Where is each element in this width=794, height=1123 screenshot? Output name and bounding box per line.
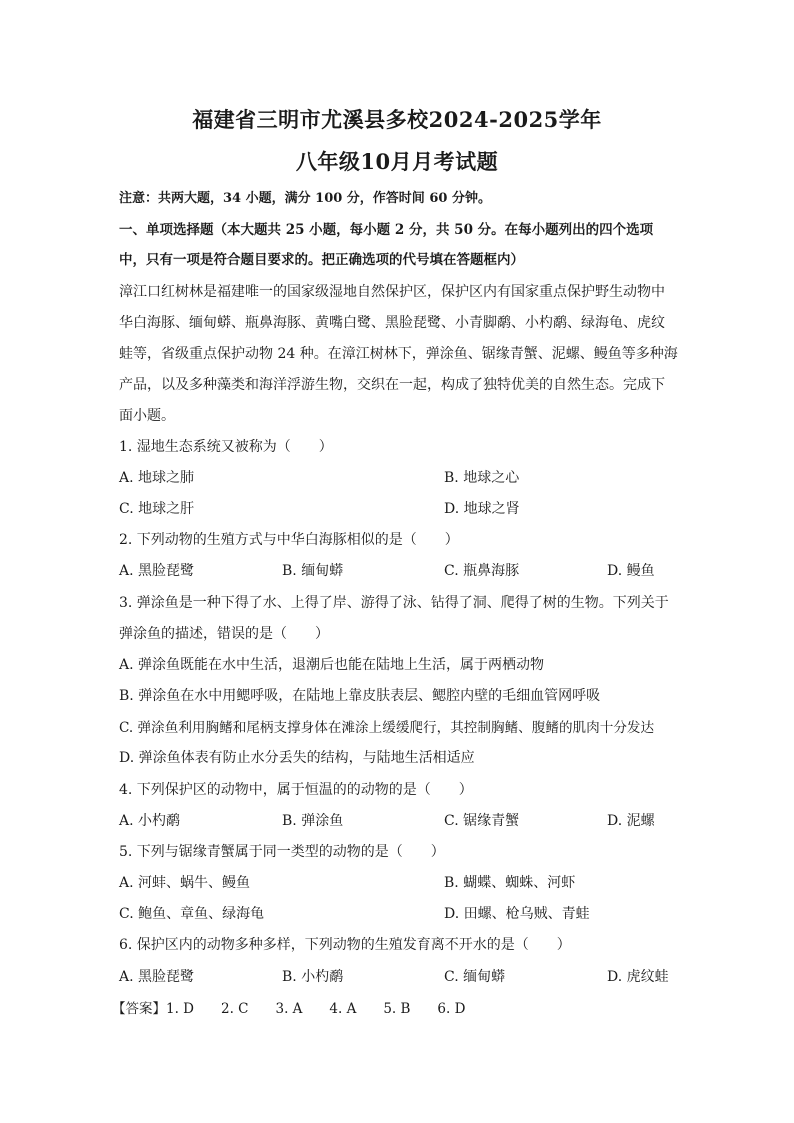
document-title-line1: 福建省三明市尤溪县多校2024-2025学年 [192,107,602,132]
question-1-option-a: A. 地球之肺 [119,470,195,486]
question-3-option-a: A. 弹涂鱼既能在水中生活，退潮后也能在陆地上生活，属于两栖动物 [119,657,545,673]
question-4-option-b: B. 弹涂鱼 [282,813,344,829]
passage-line: 面小题。 [119,408,175,424]
section-heading-line1: 一、单项选择题（本大题共 25 小题，每小题 2 分，共 50 分。在每小题列出的四个选项 [119,222,654,238]
question-5-option-d: D. 田螺、枪乌贼、青蛙 [444,906,590,922]
question-4-stem: 4. 下列保护区的动物中，属于恒温的的动物的是（ ） [119,782,473,798]
question-6-option-d: D. 虎纹蛙 [607,969,669,985]
question-5-option-b: B. 蝴蝶、蜘蛛、河虾 [444,875,576,891]
passage-line: 漳江口红树林是福建唯一的国家级湿地自然保护区，保护区内有国家重点保护野生动物中 [119,284,665,300]
question-3-stem-line2: 弹涂鱼的描述，错误的是（ ） [119,626,329,642]
question-5-option-a: A. 河蚌、蜗牛、鳗鱼 [119,875,251,891]
question-6-option-c: C. 缅甸蟒 [444,969,506,985]
question-4-option-d: D. 泥螺 [607,813,655,829]
question-6-option-a: A. 黑脸琵鹭 [119,969,195,985]
question-5-stem: 5. 下列与锯缘青蟹属于同一类型的动物的是（ ） [119,844,445,860]
question-2-stem: 2. 下列动物的生殖方式与中华白海豚相似的是（ ） [119,532,459,548]
question-4-option-c: C. 锯缘青蟹 [444,813,520,829]
question-2-option-b: B. 缅甸蟒 [282,563,344,579]
question-3-option-b: B. 弹涂鱼在水中用鳃呼吸，在陆地上靠皮肤表层、鳃腔内壁的毛细血管网呼吸 [119,688,601,704]
question-6-stem: 6. 保护区内的动物多种多样，下列动物的生殖发育离不开水的是（ ） [119,937,571,953]
question-3-stem-line1: 3. 弹涂鱼是一种下得了水、上得了岸、游得了泳、钻得了洞、爬得了树的生物。下列关于 [119,595,669,611]
question-1-option-b: B. 地球之心 [444,470,520,486]
passage-line: 华白海豚、缅甸蟒、瓶鼻海豚、黄嘴白鹭、黑脸琵鹭、小青脚鹬、小杓鹬、绿海龟、虎纹 [119,315,665,331]
question-1-option-d: D. 地球之肾 [444,501,520,517]
question-2-option-a: A. 黑脸琵鹭 [119,563,195,579]
question-2-option-d: D. 鳗鱼 [607,563,655,579]
passage-line: 蛙等，省级重点保护动物 24 种。在漳江树林下，弹涂鱼、锯缘青蟹、泥螺、鳗鱼等多种海 [119,346,678,362]
question-1-option-c: C. 地球之肝 [119,501,195,517]
question-3-option-c: C. 弹涂鱼利用胸鳍和尾柄支撑身体在滩涂上缓缓爬行，其控制胸鳍、腹鳍的肌肉十分发达 [119,720,655,736]
question-2-option-c: C. 瓶鼻海豚 [444,563,520,579]
document-title-line2: 八年级10月月考试题 [295,149,499,174]
question-3-option-d: D. 弹涂鱼体表有防止水分丢失的结构，与陆地生活相适应 [119,750,475,766]
question-1-stem: 1. 湿地生态系统又被称为（ ） [119,439,333,455]
answer-key: 【答案】1. D 2. C 3. A 4. A 5. B 6. D [112,1001,466,1017]
question-5-option-c: C. 鲍鱼、章鱼、绿海龟 [119,906,265,922]
question-4-option-a: A. 小杓鹬 [119,813,181,829]
passage-line: 产品，以及多种藻类和海洋浮游生物，交织在一起，构成了独特优美的自然生态。完成下 [119,377,665,393]
question-6-option-b: B. 小杓鹬 [282,969,344,985]
exam-notice: 注意：共两大题，34 小题，满分 100 分，作答时间 60 分钟。 [119,191,491,206]
section-heading-line2: 中，只有一项是符合题目要求的。把正确选项的代号填在答题框内） [119,252,524,268]
